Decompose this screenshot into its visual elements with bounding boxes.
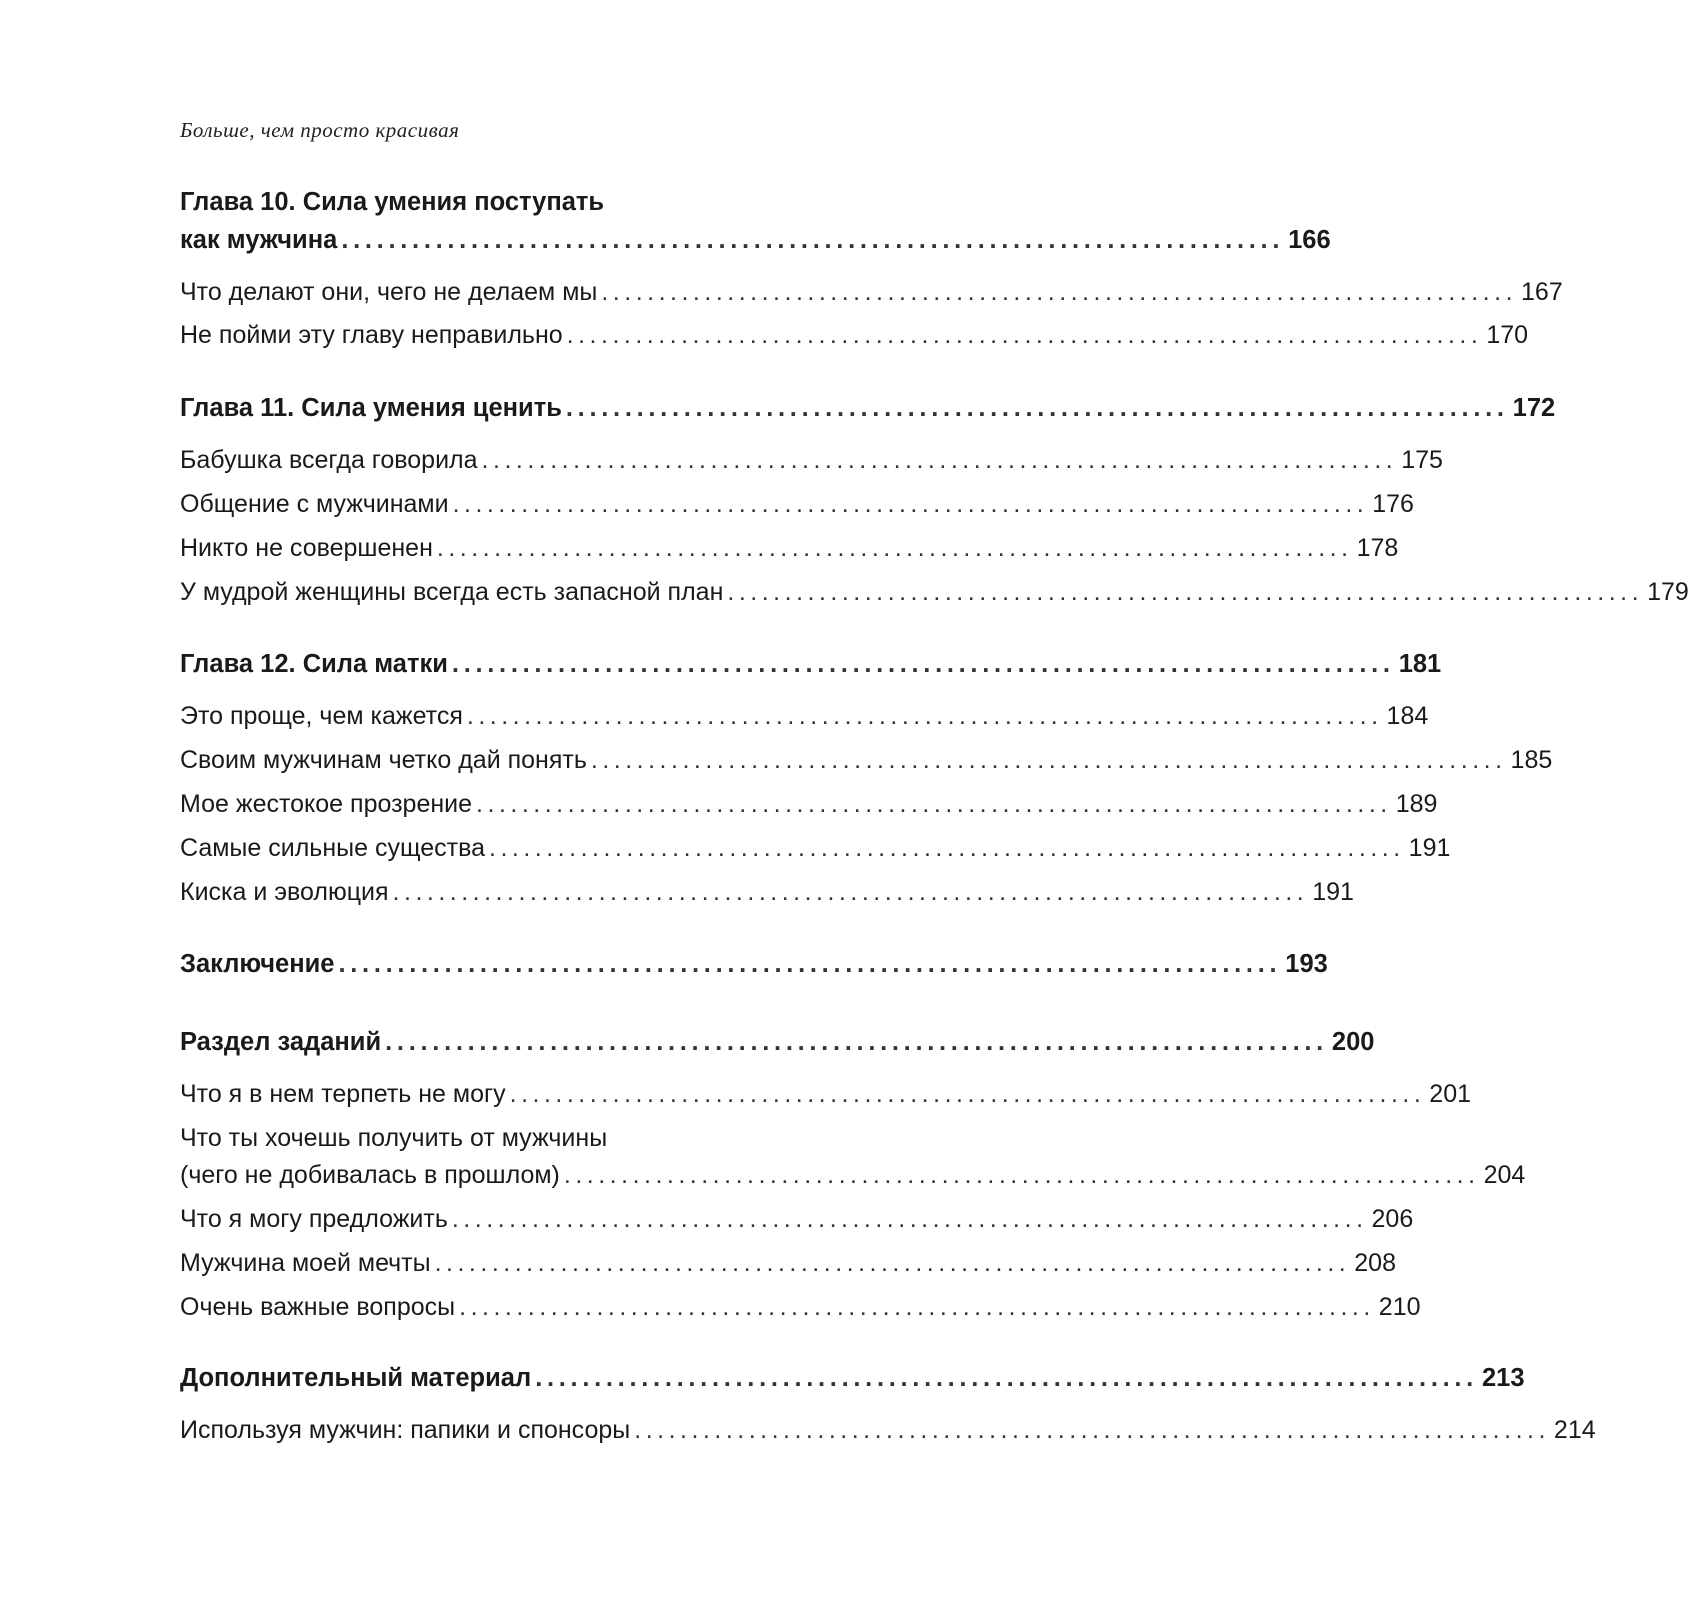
toc-conclusion[interactable]: [180, 948, 1328, 980]
toc-page-number: 208: [1354, 1249, 1396, 1277]
toc-page-number: 213: [1481, 1364, 1525, 1392]
toc-entry-title: Не пойми эту главу неправильно: [180, 321, 563, 349]
toc-dot-leader: ................................................................................: [452, 490, 1369, 518]
toc-page-number: 206: [1371, 1205, 1414, 1233]
toc-entry[interactable]: [180, 532, 1399, 564]
toc-dot-leader: ................................................................................: [436, 534, 1353, 562]
toc-dot-leader: ................................................................................: [451, 1205, 1368, 1233]
toc-entry-title: У мудрой женщины всегда есть запасной план: [180, 578, 724, 606]
toc-entry[interactable]: [180, 488, 1414, 520]
toc-page-number: 185: [1510, 746, 1553, 774]
toc-tasks-section[interactable]: [180, 1026, 1375, 1058]
toc-entry-title: Очень важные вопросы: [180, 1293, 456, 1321]
toc-chapter-12[interactable]: [180, 648, 1442, 680]
toc-entry-title: Мужчина моей мечты: [180, 1249, 431, 1277]
toc-dot-leader: ................................................................................: [535, 1364, 1478, 1392]
toc-entry-title: Дополнительный материал: [180, 1364, 532, 1392]
toc-entry[interactable]: [180, 1291, 1421, 1323]
toc-page-number: 193: [1285, 950, 1328, 978]
toc-entry[interactable]: [180, 744, 1553, 776]
toc-page-number: 172: [1512, 394, 1556, 422]
toc-entry[interactable]: [180, 319, 1529, 351]
toc-entry-title: Это проще, чем кажется: [180, 702, 463, 730]
toc-dot-leader: ................................................................................: [565, 394, 1509, 422]
toc-entry-title: Что я могу предложить: [180, 1205, 448, 1233]
toc-entry-title: (чего не добивалась в прошлом): [180, 1161, 560, 1189]
toc-entry-title: Что делают они, чего не делаем мы: [180, 278, 598, 306]
toc-entry-title: Что я в нем терпеть не могу: [180, 1080, 506, 1108]
toc-entry[interactable]: [180, 788, 1438, 820]
toc-page-number: 184: [1386, 702, 1429, 730]
toc-dot-leader: ................................................................................: [563, 1161, 1480, 1189]
toc-additional-material[interactable]: [180, 1362, 1525, 1394]
toc-chapter-10-title-line1: Глава 10. Сила умения поступать: [180, 188, 605, 216]
toc-dot-leader: ................................................................................: [451, 650, 1395, 678]
toc-page-number: 167: [1521, 278, 1563, 306]
toc-entry[interactable]: [180, 576, 1689, 608]
toc-entry-title: Глава 12. Сила матки: [180, 650, 448, 678]
toc-entry-title: Используя мужчин: папики и спонсоры: [180, 1416, 631, 1444]
toc-entry-title: Своим мужчинам четко дай понять: [180, 746, 587, 774]
toc-page-number: 191: [1408, 834, 1451, 862]
toc-page-number: 210: [1378, 1293, 1421, 1321]
toc-entry[interactable]: [180, 1159, 1526, 1191]
toc-entry[interactable]: [180, 1078, 1472, 1110]
toc-entry-title: Общение с мужчинами: [180, 490, 449, 518]
toc-entry-title-line1: Что ты хочешь получить от мужчины: [180, 1124, 608, 1152]
toc-chapter-11[interactable]: [180, 392, 1556, 424]
toc-entry-title: Никто не совершенен: [180, 534, 433, 562]
toc-entry-title: Самые сильные существа: [180, 834, 485, 862]
toc-page-number: 178: [1356, 534, 1399, 562]
toc-page-number: 179: [1647, 578, 1689, 606]
toc-entry[interactable]: [180, 1414, 1596, 1446]
toc-dot-leader: ................................................................................: [601, 278, 1518, 306]
toc-entry[interactable]: [180, 832, 1451, 864]
toc-dot-leader: ................................................................................: [466, 702, 1383, 730]
toc-page-number: 176: [1372, 490, 1414, 518]
toc-chapter-10[interactable]: [180, 224, 1331, 256]
toc-page-number: 191: [1312, 878, 1354, 906]
toc-page-number: 200: [1331, 1028, 1375, 1056]
toc-dot-leader: ................................................................................: [341, 226, 1285, 254]
toc-entry[interactable]: [180, 276, 1563, 308]
toc-dot-leader: ................................................................................: [459, 1293, 1375, 1321]
toc-dot-leader: ................................................................................: [634, 1416, 1550, 1444]
toc-dot-leader: ................................................................................: [509, 1080, 1426, 1108]
toc-dot-leader: ................................................................................: [590, 746, 1507, 774]
toc-entry[interactable]: [180, 876, 1354, 908]
toc-entry[interactable]: [180, 1203, 1414, 1235]
toc-page-number: 181: [1398, 650, 1442, 678]
toc-page-number: 204: [1483, 1161, 1526, 1189]
toc-dot-leader: ................................................................................: [489, 834, 1405, 862]
toc-dot-leader: ................................................................................: [727, 578, 1644, 606]
toc-entry[interactable]: [180, 1247, 1396, 1279]
toc-entry-title: Бабушка всегда говорила: [180, 446, 478, 474]
toc-dot-leader: ................................................................................: [392, 878, 1309, 906]
toc-dot-leader: ................................................................................: [476, 790, 1392, 818]
toc-entry-title: как мужчина: [180, 226, 338, 254]
toc-page-number: 214: [1553, 1416, 1596, 1444]
toc-dot-leader: ................................................................................: [481, 446, 1398, 474]
toc-dot-leader: ................................................................................: [385, 1028, 1328, 1056]
toc-dot-leader: ................................................................................: [566, 321, 1483, 349]
running-header: Больше, чем просто красивая: [180, 118, 460, 142]
toc-entry-title: Заключение: [180, 950, 335, 978]
toc-page-number: 201: [1429, 1080, 1472, 1108]
toc-dot-leader: ................................................................................: [338, 950, 1282, 978]
toc-page-number: 170: [1486, 321, 1529, 349]
toc-entry-title: Киска и эволюция: [180, 878, 389, 906]
toc-entry-title: Мое жестокое прозрение: [180, 790, 473, 818]
toc-entry[interactable]: [180, 444, 1443, 476]
toc-page-number: 166: [1288, 226, 1331, 254]
toc-page-number: 189: [1395, 790, 1438, 818]
toc-entry-title: Глава 11. Сила умения ценить: [180, 394, 562, 422]
toc-dot-leader: ................................................................................: [434, 1249, 1351, 1277]
toc-entry-title: Раздел заданий: [180, 1028, 382, 1056]
toc-entry[interactable]: [180, 700, 1429, 732]
toc-page-number: 175: [1401, 446, 1443, 474]
